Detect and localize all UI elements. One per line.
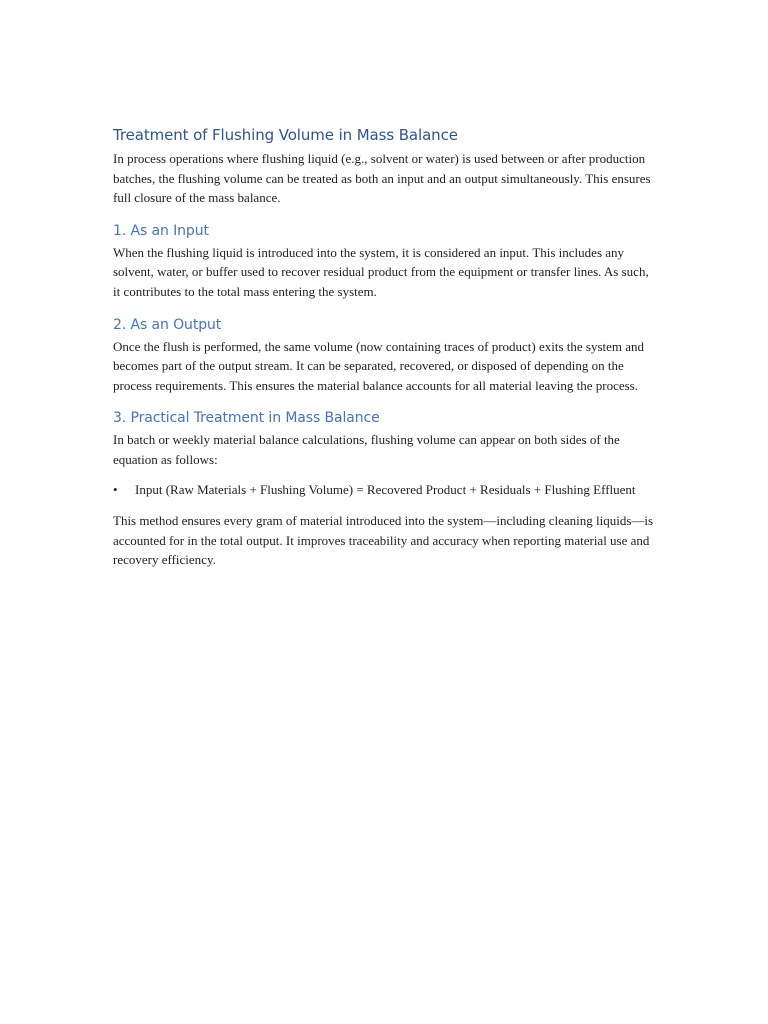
- closing-paragraph: This method ensures every gram of material introduced into the system—including cleaning liquids—is accounted for in the total output. It improves traceability and accuracy when reporting material use and recovery efficiency.: [113, 513, 654, 568]
- intro-paragraph: In process operations where flushing liquid (e.g., solvent or water) is used between or after production batches, the flushing volume can be treated as both an input and an output simultaneously. This ensures full closure of the mass balance.: [113, 151, 651, 206]
- bullet-list: [113, 480, 658, 500]
- section-heading: 2. As an Output: [113, 316, 222, 333]
- document-title: Treatment of Flushing Volume in Mass Balance: [113, 126, 458, 144]
- bullet-text: Input (Raw Materials + Flushing Volume) = Recovered Product + Residuals + Flushing Effluent: [135, 481, 636, 497]
- section-paragraph: In batch or weekly material balance calculations, flushing volume can appear on both sides of the equation as follows:: [113, 432, 620, 467]
- section-heading: 1. As an Input: [113, 222, 209, 239]
- section-practical-treatment: [113, 408, 658, 570]
- bullet-icon: •: [113, 481, 118, 497]
- section-as-input: [113, 221, 658, 302]
- document-page: [113, 124, 658, 583]
- section-as-output: [113, 315, 658, 396]
- list-item: [113, 480, 658, 500]
- section-paragraph: Once the flush is performed, the same volume (now containing traces of product) exits the system and becomes part of the output stream. It can be separated, recovered, or disposed of depending on the process requirements. This ensures the material balance accounts for all material leaving the process.: [113, 338, 645, 393]
- section-paragraph: When the flushing liquid is introduced into the system, it is considered an input. This includes any solvent, water, or buffer used to recover residual product from the equipment or transfer lines. As such, it contributes to the total mass entering the system.: [113, 244, 649, 299]
- section-heading: 3. Practical Treatment in Mass Balance: [113, 410, 380, 427]
